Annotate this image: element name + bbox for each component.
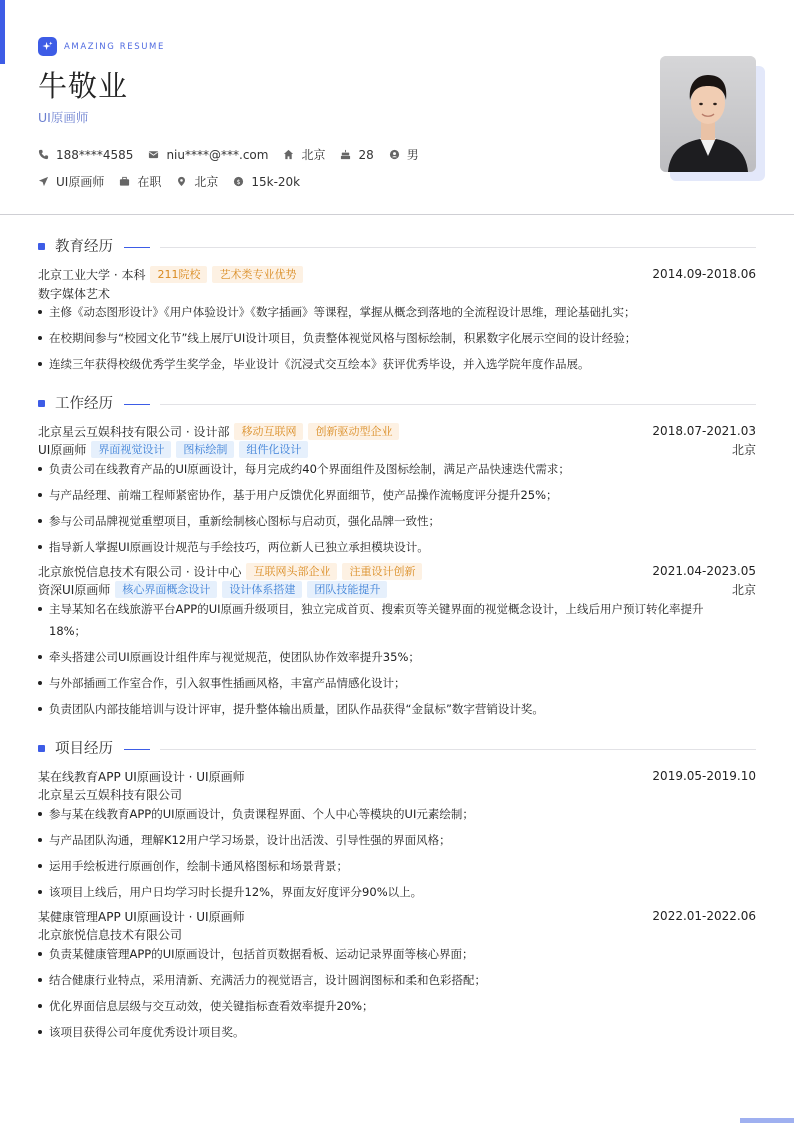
section-work [38, 394, 756, 414]
role-tag: 界面视觉设计 [91, 441, 171, 458]
role-tag: 组件化设计 [239, 441, 308, 458]
section-dot [38, 400, 45, 407]
list-item: 参与公司品牌视觉重塑项目，重新绘制核心图标与启动页，强化品牌一致性； [38, 510, 738, 532]
gender-text: 男 [406, 148, 419, 162]
project-date: 2022.01-2022.06 [652, 909, 756, 923]
role-tag: 核心界面概念设计 [115, 581, 217, 598]
age-info [340, 148, 373, 162]
work-city: 北京 [731, 582, 756, 597]
role-name: UI原画师 [38, 442, 87, 457]
candidate-name: 牛敬业 [38, 69, 129, 103]
list-item: 负责团队内部技能培训与设计评审，提升整体输出质量，团队作品获得“金鼠标”数字营销设计奖。 [38, 698, 738, 720]
school-tag: 211院校 [150, 266, 207, 283]
section-line [160, 404, 756, 405]
list-item: 指导新人掌握UI原画设计规范与手绘技巧，两位新人已独立承担模块设计。 [38, 536, 738, 558]
salary-text: 15k-20k [251, 174, 301, 189]
project-company [38, 925, 756, 943]
list-item: 主导某知名在线旅游平台APP的UI原画升级项目，独立完成首页、搜索页等关键界面的视觉概念设计，上线后用户预订转化率提升 [38, 598, 738, 620]
project-company [38, 785, 756, 803]
company-tag: 互联网头部企业 [246, 563, 337, 580]
section-title: 项目经历 [55, 741, 113, 757]
education-header [38, 265, 756, 283]
accent-bar [0, 0, 5, 64]
phone-text: 188****4585 [56, 147, 134, 162]
education-major [38, 284, 756, 302]
location-icon [176, 176, 187, 187]
status-text: 在职 [137, 175, 162, 189]
phone-icon [38, 149, 49, 160]
section-title: 教育经历 [55, 239, 113, 255]
city-info [283, 146, 325, 163]
section-dot [38, 243, 45, 250]
project-header [38, 767, 756, 785]
home-icon [283, 149, 294, 160]
project-company-name: 北京旅悦信息技术有限公司 [38, 927, 183, 942]
section-title: 工作经历 [55, 396, 113, 412]
list-item: 与产品经理、前端工程师紧密协作，基于用户反馈优化界面细节，使产品操作流畅度评分提升25%； [38, 484, 738, 506]
list-item: 与外部插画工作室合作，引入叙事性插画风格，丰富产品情感化设计； [38, 672, 738, 694]
company-name: 北京旅悦信息技术有限公司 · 设计中心 [38, 564, 242, 579]
list-item: 主修《动态图形设计》《用户体验设计》《数字插画》等课程，掌握从概念到落地的全流程设计思维，理论基础扎实； [38, 301, 738, 323]
candidate-title: UI原画师 [38, 110, 89, 125]
list-item: 运用手绘板进行原画创作，绘制卡通风格图标和场景背景； [38, 855, 738, 877]
work-city: 北京 [731, 442, 756, 457]
list-item: 该项目获得公司年度优秀设计项目奖。 [38, 1021, 738, 1043]
work-header [38, 562, 756, 580]
briefcase-icon [119, 176, 130, 187]
list-item: 优化界面信息层级与交互动效，使关键指标查看效率提升20%； [38, 995, 738, 1017]
list-item: 与产品团队沟通，理解K12用户学习场景，设计出活泼、引导性强的界面风格； [38, 829, 738, 851]
project-name: 某在线教育APP UI原画设计 · UI原画师 [38, 769, 245, 784]
list-item: 负责某健康管理APP的UI原画设计，包括首页数据看板、运动记录界面等核心界面； [38, 943, 738, 965]
company-tag: 移动互联网 [234, 423, 303, 440]
status-info [119, 173, 161, 190]
bottom-accent-bar [740, 1118, 794, 1123]
phone-info [38, 148, 133, 162]
gender-icon [389, 149, 400, 160]
location-info [176, 173, 218, 190]
brand [38, 37, 165, 56]
gender-info [389, 146, 419, 163]
section-dash [124, 247, 150, 248]
company-name: 北京星云互娱科技有限公司 · 设计部 [38, 424, 230, 439]
list-item: 在校期间参与“校园文化节”线上展厅UI设计项目，负责整体视觉风格与图标绘制，积累数字化展示空间的设计经验； [38, 327, 738, 349]
position-info [38, 173, 104, 190]
brand-text: AMAZING RESUME [64, 41, 165, 52]
list-item: 参与某在线教育APP的UI原画设计，负责课程界面、个人中心等模块的UI元素绘制； [38, 803, 738, 825]
contact-row [38, 146, 434, 163]
list-item: 牵头搭建公司UI原画设计组件库与视觉规范，使团队协作效率提升35%； [38, 646, 738, 668]
svg-text:$: $ [236, 177, 241, 186]
role-tag: 图标绘制 [176, 441, 234, 458]
company-tag: 注重设计创新 [342, 563, 422, 580]
school-name: 北京工业大学 · 本科 [38, 267, 146, 282]
section-project [38, 739, 756, 759]
list-item-continued: 18%； [49, 624, 87, 638]
age-text: 28 [358, 147, 374, 162]
work-date: 2021.04-2023.05 [652, 564, 756, 578]
section-dash [124, 749, 150, 750]
work-header [38, 422, 756, 440]
sparkle-icon [38, 37, 57, 56]
list-item: 负责公司在线教育产品的UI原画设计，每月完成约40个界面组件及图标绘制，满足产品快速迭代需求； [38, 458, 738, 480]
list-item: 结合健康行业特点，采用清新、充满活力的视觉语言，设计圆润图标和柔和色彩搭配； [38, 969, 738, 991]
work-date: 2018.07-2021.03 [652, 424, 756, 438]
role-name: 资深UI原画师 [38, 582, 111, 597]
location-text: 北京 [194, 175, 219, 189]
header-divider [0, 214, 794, 215]
cake-icon [340, 149, 351, 160]
section-dash [124, 404, 150, 405]
section-dot [38, 745, 45, 752]
role-tag: 设计体系搭建 [222, 581, 302, 598]
education-date: 2014.09-2018.06 [652, 267, 756, 281]
mail-icon [148, 149, 159, 160]
role-tag: 团队技能提升 [307, 581, 387, 598]
major-text: 数字媒体艺术 [38, 286, 111, 301]
school-tag: 艺术类专业优势 [212, 266, 303, 283]
project-name: 某健康管理APP UI原画设计 · UI原画师 [38, 909, 245, 924]
position-text: UI原画师 [56, 175, 105, 189]
coin-icon [233, 176, 244, 187]
salary-info [233, 175, 300, 189]
email-text: niu****@***.com [166, 147, 269, 162]
project-company-name: 北京星云互娱科技有限公司 [38, 787, 183, 802]
city-text: 北京 [301, 148, 326, 162]
email-info [148, 148, 268, 162]
list-item: 连续三年获得校级优秀学生奖学金，毕业设计《沉浸式交互绘本》获评优秀毕设，并入选学院年度作品展。 [38, 353, 738, 375]
project-header [38, 907, 756, 925]
work-role [38, 440, 756, 458]
work-role [38, 580, 756, 598]
section-line [160, 749, 756, 750]
list-item: 该项目上线后，用户日均学习时长提升12%，界面友好度评分90%以上。 [38, 881, 738, 903]
company-tag: 创新驱动型企业 [308, 423, 399, 440]
section-line [160, 247, 756, 248]
job-row [38, 173, 315, 190]
send-icon [38, 176, 49, 187]
avatar [660, 56, 756, 172]
section-education [38, 237, 756, 257]
project-date: 2019.05-2019.10 [652, 769, 756, 783]
